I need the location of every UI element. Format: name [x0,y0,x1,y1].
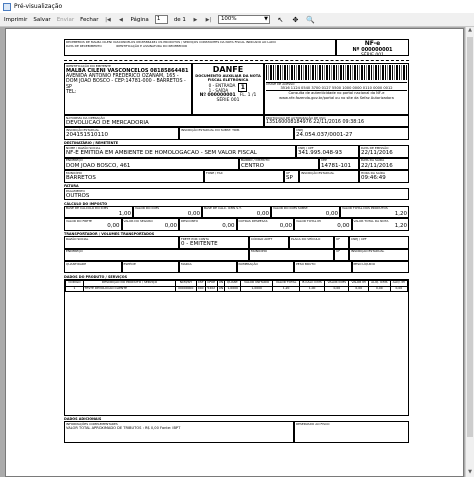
access-consult: Consulta de autenticidade no portal nacional da NF-e www.nfe.fazenda.gov.br/portal ou no site da Sefaz Autorizadora [279,91,394,100]
canhoto-series: SÉRIE 001 [360,52,385,56]
transport-uf2-box [334,249,349,261]
product-cell: TESTE DEVOLUCAO CLIENTE [84,286,176,292]
recipient-exit-date-label: DATA DA SAÍDA [361,158,385,163]
transport-antt-label: CÓDIGO ANTT [251,236,273,241]
page-input[interactable]: 1 [155,15,168,24]
access-key: 3516 1124 0540 3700 0127 5500 1000 0000 0110 0000 0012 [280,85,393,90]
protocol-box [264,115,409,127]
recipient-district-box [239,158,319,170]
document-page [5,28,464,477]
page-count: de 1 [173,16,186,23]
tax-field-label: OUTRAS DESPESAS [238,218,268,223]
save-button[interactable]: Salvar [33,16,51,23]
transport-net-box [352,261,410,273]
cnpj-label: CNPJ [296,127,304,132]
print-button[interactable]: Imprimir [4,16,28,23]
products-header: CÓDIGO [66,280,84,286]
tax-field-cell [202,206,271,218]
invoice-value: OUTROS [66,192,90,199]
access-box [264,63,409,115]
access-key-label: CHAVE DE ACESSO [266,81,295,86]
additional-info-label: INFORMAÇÕES COMPLEMENTARES [66,421,118,426]
danfe-box [192,63,264,115]
invoice-box [64,188,409,200]
products-header: ALÍQ. IPI [390,280,407,286]
transport-uf2-label: UF [336,249,340,254]
emitter-name: MALBA CILENI VASCONCELOS 08185864481 [66,67,189,74]
transport-uf-box [334,236,349,248]
tax-field-label: VALOR DO ICMS SUBST. [273,206,309,211]
transport-city-label: MUNICÍPIO [251,249,267,254]
scroll-thumb[interactable] [467,37,473,437]
tax-field-label: VALOR TOTAL IPI [296,218,321,223]
product-cell: 000 [197,286,204,291]
product-cell: 1,0000 [241,286,273,292]
transport-uf-label: UF [336,236,340,241]
recipient-city-box [64,170,204,182]
first-page-icon[interactable]: |◀ [105,16,111,23]
tax-field-cell [179,218,237,230]
product-cell: UN [218,286,224,291]
danfe-exit: 1 - SAÍDA [208,87,229,93]
transport-qty-label: QUANTIDADE [66,261,87,266]
scroll-down-icon[interactable]: ▼ [468,469,472,475]
transport-section-title: TRANSPORTADOR / VOLUMES TRANSPORTADOS [64,232,155,237]
canhoto-date-label: DATA DE RECEBIMENTO [66,43,102,48]
prev-page-icon[interactable]: ◀ [119,16,123,23]
tax-field-label: VALOR DO ICMS [135,206,159,211]
table-row [66,286,408,292]
recipient-name: NF-E EMITIDA EM AMBIENTE DE HOMOLOGACAO - SEM VALOR FISCAL [66,150,257,157]
recipient-time-box [359,170,409,182]
nature-box [64,115,264,127]
recipient-section-title: DESTINATÁRIO / REMETENTE [64,141,119,146]
emitter-id-label: IDENTIFICAÇÃO DO EMITENTE [66,63,111,68]
products-header: B.CÁLC ICMS [299,280,324,286]
canhoto-number: Nº 000000001 [352,46,393,53]
transport-freight-box [179,236,249,248]
emitter-address: AVENIDA ANTONIO FREDERICO OZANAM, 165 - DOM JOAO BOSCO - CEP:14781-000 - BARRETOS - SP [66,73,186,90]
zoom-value: 100% [220,16,237,22]
recipient-uf-label: UF [286,170,290,175]
recipient-emission: 22/11/2016 [361,150,393,157]
recipient-address-box [64,158,239,170]
nature-value: DEVOLUCAO DE MERCADORIA [66,119,149,126]
products-header: UN [218,280,224,285]
transport-plate-label: PLACA DO VEÍCULO [291,236,321,241]
transport-city-box [249,249,334,261]
tax-field-value: 1,20 [394,223,407,230]
tax-field-label: VALOR TOTAL DA NOTA [353,218,389,223]
transport-gross-label: PESO BRUTO [296,261,316,266]
recipient-time-label: HORA DA SAÍDA [361,170,386,175]
ie-value: 204151510110 [66,132,108,139]
tax-field-cell [271,206,340,218]
canhoto-text: RECEBEMOS DE MALBA CILENI VASCONCELOS 08185864481 OS PRODUTOS / SERVIÇOS CONSTANTES DA NOTA FISCAL INDICADO AO LADO [66,39,276,44]
recipient-phone-label: FONE / FAX [206,170,223,175]
danfe-type: 1 [238,83,247,92]
next-page-icon[interactable]: ▶ [193,16,198,23]
products-header: VALOR IPI [349,280,369,286]
transport-numbering-label: NUMERAÇÃO [238,261,258,266]
recipient-phone-box [204,170,284,182]
cut-line [64,56,409,61]
product-cell: 1,20 [273,286,300,292]
danfe-series: SÉRIE 001 [216,97,240,103]
emitter-box [64,63,192,115]
danfe-subtitle: DOCUMENTO AUXILIAR DA NOTA FISCAL ELETRÔNICA [195,73,261,82]
select-cursor-icon[interactable]: ↖ [277,15,284,24]
tax-field-value: 0,00 [325,210,338,217]
transport-qty-box [64,261,122,273]
recipient-city-label: MUNICÍPIO [66,170,82,175]
recipient-address: DOM JOAO BOSCO, 461 [66,162,131,169]
additional-info-box [64,421,294,443]
recipient-ie-label: INSCRIÇÃO ESTADUAL [301,170,335,175]
transport-name-label: RAZÃO SOCIAL [66,236,89,241]
tax-field-label: VALOR DO SEGURO [123,218,153,223]
transport-gross-box [294,261,352,273]
tax-section-title: CÁLCULO DO IMPOSTO [64,201,108,206]
vertical-scrollbar[interactable] [465,27,474,477]
transport-freight-label: FRETE POR CONTA [181,236,209,241]
transport-brand-label: MARCA [181,261,192,266]
transport-brand-box [179,261,237,273]
transport-antt-box [249,236,289,248]
recipient-address-label: ENDEREÇO [66,158,83,163]
cnpj-box [294,127,409,139]
products-section-title: DADOS DO PRODUTO / SERVIÇOS [64,274,128,279]
danfe-title: DANFE [212,64,244,74]
recipient-emission-label: DATA DE EMISSÃO [361,145,389,150]
transport-name-box [64,236,179,248]
tax-field-value: 1,00 [118,210,131,217]
transport-species-label: ESPÉCIE [123,261,136,266]
tax-field-cell [133,206,202,218]
recipient-name-label: NOME / RAZÃO SOCIAL [66,145,101,150]
recipient-emission-box [359,145,409,157]
canhoto-box [64,39,336,56]
tax-field-value: 0,00 [279,223,292,230]
tax-field-value: 1,20 [394,210,407,217]
ie-st-label: INSCRIÇÃO ESTADUAL DO SUBST. TRIB. [181,127,240,132]
danfe-number: Nº 000000001 [199,92,236,98]
additional-section-title: DADOS ADICIONAIS [64,417,102,422]
tax-field-label: BASE DE CÁLCULO DO ICMS [66,206,109,211]
transport-address-label: ENDEREÇO [66,249,83,254]
send-button[interactable]: Enviar [56,16,75,23]
transport-ie-box [349,249,409,261]
ie-st-box [179,127,294,139]
recipient-city: BARRETOS [66,175,96,182]
tax-field-label: VALOR DO FRETE [66,218,92,223]
recipient-cpf: 341.995.048-93 [298,150,342,157]
danfe-entry: 0 - ENTRADA [208,82,236,88]
recipient-cpf-box [296,145,359,157]
zoom-icon[interactable]: 🔍 [306,15,315,24]
page-label: Página [130,16,149,23]
tax-field-cell [294,218,352,230]
ie-label: INSCRIÇÃO ESTADUAL [66,127,100,132]
transport-address-box [64,249,249,261]
zoom-select[interactable] [218,15,270,24]
tax-field-value: 0,00 [256,210,269,217]
pan-move-icon[interactable]: ✥ [292,15,299,24]
recipient-time: 09:46:49 [361,175,386,182]
products-header: VALOR ICMS [325,280,349,286]
product-cell: 00000000 [176,286,197,292]
ie-box [64,127,179,139]
tax-field-cell [352,218,410,230]
product-cell: 1 [66,286,84,292]
product-cell: 0,00 [368,286,390,292]
tax-field-cell [122,218,180,230]
products-header: DESCRIÇÃO DO PRODUTO / SERVIÇO [84,280,176,286]
recipient-exit-date: 22/11/2016 [361,162,393,169]
recipient-ie-box [299,170,359,182]
recipient-cep: 14781-101 [321,162,351,169]
nature-label: NATUREZA DA OPERAÇÃO [66,115,105,120]
recipient-cep-label: CEP [321,158,327,163]
transport-net-label: PESO LÍQUIDO [353,261,376,266]
transport-cnpj-box [349,236,409,248]
products-header: VALOR TOTAL [273,280,300,286]
product-cell: 1,00 [299,286,324,292]
window-titlebar [0,0,474,13]
tax-field-value: 0,00 [107,223,120,230]
cnpj-value: 24.054.037/0001-27 [296,132,353,139]
tax-field-cell [64,218,122,230]
tax-field-cell [64,206,133,218]
danfe-sheet: FL. 1 /1 [239,92,257,98]
tax-field-value: 0,00 [337,223,350,230]
product-cell: 0,00 [325,286,349,292]
additional-info: VALOR TOTAL APROXIMADO DE TRIBUTOS : R$ 0,00 Fonte: IBPT [66,426,181,431]
last-page-icon[interactable]: ▶| [205,16,212,23]
tax-field-label: BASE DE CÁLC. ICMS S.T. [204,206,242,211]
transport-ie-label: INSCRIÇÃO ESTADUAL [351,249,385,254]
tax-field-value: 0,00 [164,223,177,230]
product-cell: 0,00 [349,286,369,292]
window-title: Pré-visualização [14,3,63,10]
products-header: CST [197,280,204,285]
invoice-section-title: FATURA [64,184,79,189]
tax-field-value: 0,00 [222,223,235,230]
preview-toolbar [0,13,474,27]
fisco-label: RESERVADO AO FISCO [296,421,330,426]
fisco-box [294,421,409,443]
tax-field-cell [237,218,295,230]
app-icon [3,3,11,11]
product-cell: 1,0000 [225,286,241,292]
recipient-cep-box [319,158,359,170]
products-header: CFOP [207,280,216,285]
chevron-down-icon: ▼ [264,16,268,22]
emitter-tel: TEL: [66,90,77,96]
transport-cnpj-label: CNPJ / CPF [351,236,367,241]
recipient-uf: SP [286,175,293,182]
danfe-document [64,39,409,443]
transport-numbering-box [237,261,295,273]
recipient-exit-date-box [359,158,409,170]
recipient-district-label: BAIRRO / DISTRITO [241,158,270,163]
tax-field-cell [340,206,409,218]
canhoto-nfe: NF-e [364,39,381,47]
canhoto-nfe-box [336,39,409,56]
transport-freight: 0 - EMITENTE [181,241,218,248]
recipient-name-box [64,145,296,157]
protocol-value: 135160008184976 22/11/2016 09:38:16 [266,119,365,125]
invoice-label: PAGAMENTO [66,188,85,193]
products-box [64,279,409,416]
close-button[interactable]: Fechar [80,16,99,23]
products-header: NCM/SH [176,280,197,286]
canhoto-sign-label: IDENTIFICAÇÃO E ASSINATURA DO RECEBEDOR [116,43,188,48]
tax-field-label: VALOR TOTAL DOS PRODUTOS [342,206,388,211]
products-header: VALOR UNITÁRIO [241,280,273,286]
products-header: QUANT. [225,280,241,286]
protocol-label: PROTOCOLO DE AUTORIZAÇÃO DE USO [266,115,326,120]
products-header: ALÍQ. ICMS [368,280,390,286]
tax-field-label: DESCONTO [181,218,199,223]
transport-species-box [122,261,180,273]
barcode [266,65,407,80]
recipient-district: CENTRO [241,162,264,169]
products-table [65,280,408,292]
recipient-cpf-label: CNPJ / CPF [298,145,314,150]
product-cell: 0,00 [390,286,407,292]
scroll-up-icon[interactable]: ▲ [468,27,472,33]
recipient-uf-box [284,170,299,182]
tax-field-value: 0,00 [187,210,200,217]
transport-plate-box [289,236,334,248]
product-cell: 5202 [205,286,217,292]
